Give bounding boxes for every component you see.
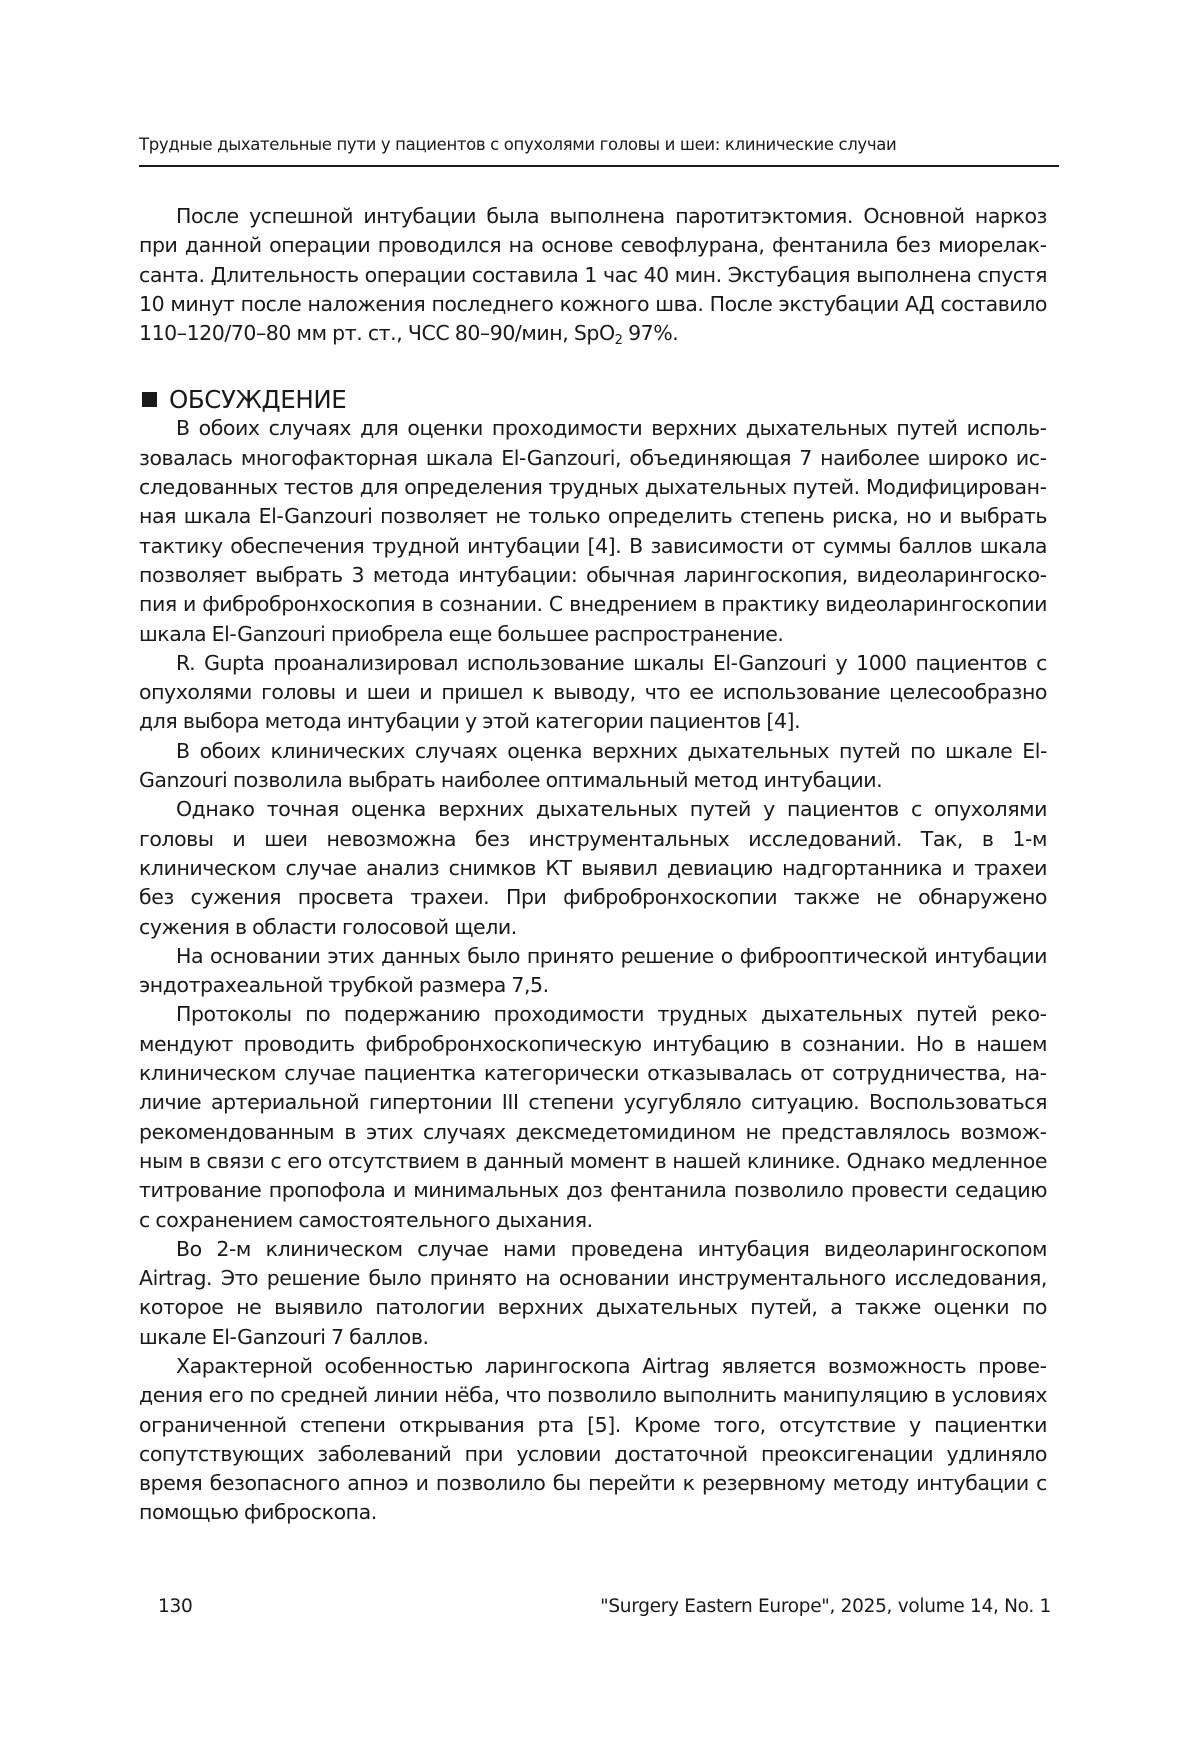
discussion-paragraph: Однако точная оценка верхних дыхательных путей у пациентов с опухолями головы и шеи невозможна без инструментальных исследований. Так, в 1-м клиническом случае анализ снимков КТ выявил девиацию надгортанника и трахеи без сужения просвета трахеи. При фибробронхоскопии также не обнаружено сужения в области голосовой щели.	[139, 797, 1047, 939]
article-body	[139, 202, 1047, 1528]
discussion-paragraph: Протоколы по подержанию проходимости трудных дыхательных путей рекомендуют проводить фибробронхоскопическую интубацию в сознании. Но в нашем клиническом случае пациентка категорически отказывалась от сотрудничества, наличие артериальной гипертонии III степени усугубляло ситуацию. Воспользоваться рекомендованным в этих случаях дексмедетомидином не представлялось возможным в связи с его отсутствием в данный момент в нашей клинике. Однако медленное титрование пропофола и минимальных доз фентанила позволило провести седацию с сохранением самостоятельного дыхания.	[139, 1002, 1047, 1232]
page-number: 130	[158, 1596, 193, 1617]
header-rule	[139, 165, 1059, 167]
discussion-paragraph: Во 2-м клиническом случае нами проведена интубация видеоларингоскопом Airtrag. Это решение было принято на основании инструментального исследования, которое не выявило патологии верхних дыхательных путей, а также оценки по шкале El-Ganzouri 7 баллов.	[139, 1236, 1047, 1349]
running-header: Трудные дыхательные пути у пациентов с опухолями головы и шеи: клинические случаи	[139, 135, 897, 154]
discussion-paragraph: Характерной особенностью ларингоскопа Airtrag является возможность проведения его по средней линии нёба, что позволило выполнить манипуляцию в условиях ограниченной степени открывания рта [5]. Кроме того, отсутствие у пациентки сопутствующих заболеваний при условии достаточной преоксигенации удлиняло время безопасного апноэ и позволило бы перейти к резервному методу интубации с помощью фиброскопа.	[139, 1353, 1047, 1525]
page-footer	[158, 1595, 1051, 1619]
discussion-paragraph: В обоих случаях для оценки проходимости верхних дыхательных путей использовалась многофакторная шкала El-Ganzouri, объединяющая 7 наиболее широко исследованных тестов для определения трудных дыхательных путей. Модифицированная шкала El-Ganzouri позволяет не только определить степень риска, но и выбрать тактику обеспечения трудной интубации [4]. В зависимости от суммы баллов шкала позволяет выбрать 3 метода интубации: обычная ларингоскопия, видеоларингоскопия и фибробронхоскопия в сознании. С внедрением в практику видеоларингоскопии шкала El-Ganzouri приобрела еще большее распространение.	[139, 416, 1047, 646]
intro-text-end: 97%.	[622, 321, 679, 346]
intro-paragraph	[139, 202, 1047, 348]
discussion-paragraph: R. Gupta проанализировал использование шкалы El-Ganzouri у 1000 пациентов с опухолями головы и шеи и пришел к выводу, что ее использование целесообразно для выбора метода интубации у этой категории пациентов [4].	[139, 650, 1047, 734]
journal-citation: "Surgery Eastern Europe", 2025, volume 14, No. 1	[600, 1596, 1051, 1617]
intro-text: После успешной интубации была выполнена паротитэктомия. Основной наркоз при данной операции проводился на основе севофлурана, фентанила без миорелаксанта. Длительность операции составила 1 час 40 мин. Экстубация выполнена спустя 10 минут после наложения последнего кожного шва. После экстубации АД составило 110–120/70–80 мм рт. ст., ЧСС 80–90/мин, SpO	[139, 204, 1047, 346]
section-heading-text: ОБСУЖДЕНИЕ	[169, 384, 347, 414]
square-bullet-icon	[142, 392, 157, 407]
subscript-2: 2	[614, 333, 623, 349]
discussion-paragraph: В обоих клинических случаях оценка верхних дыхательных путей по шкале El-Ganzouri позволила выбрать наиболее оптимальный метод интубации.	[139, 738, 1047, 793]
section-heading	[139, 384, 1047, 414]
discussion-paragraph: На основании этих данных было принято решение о фиброоптической интубации эндотрахеальной трубкой размера 7,5.	[139, 943, 1047, 998]
